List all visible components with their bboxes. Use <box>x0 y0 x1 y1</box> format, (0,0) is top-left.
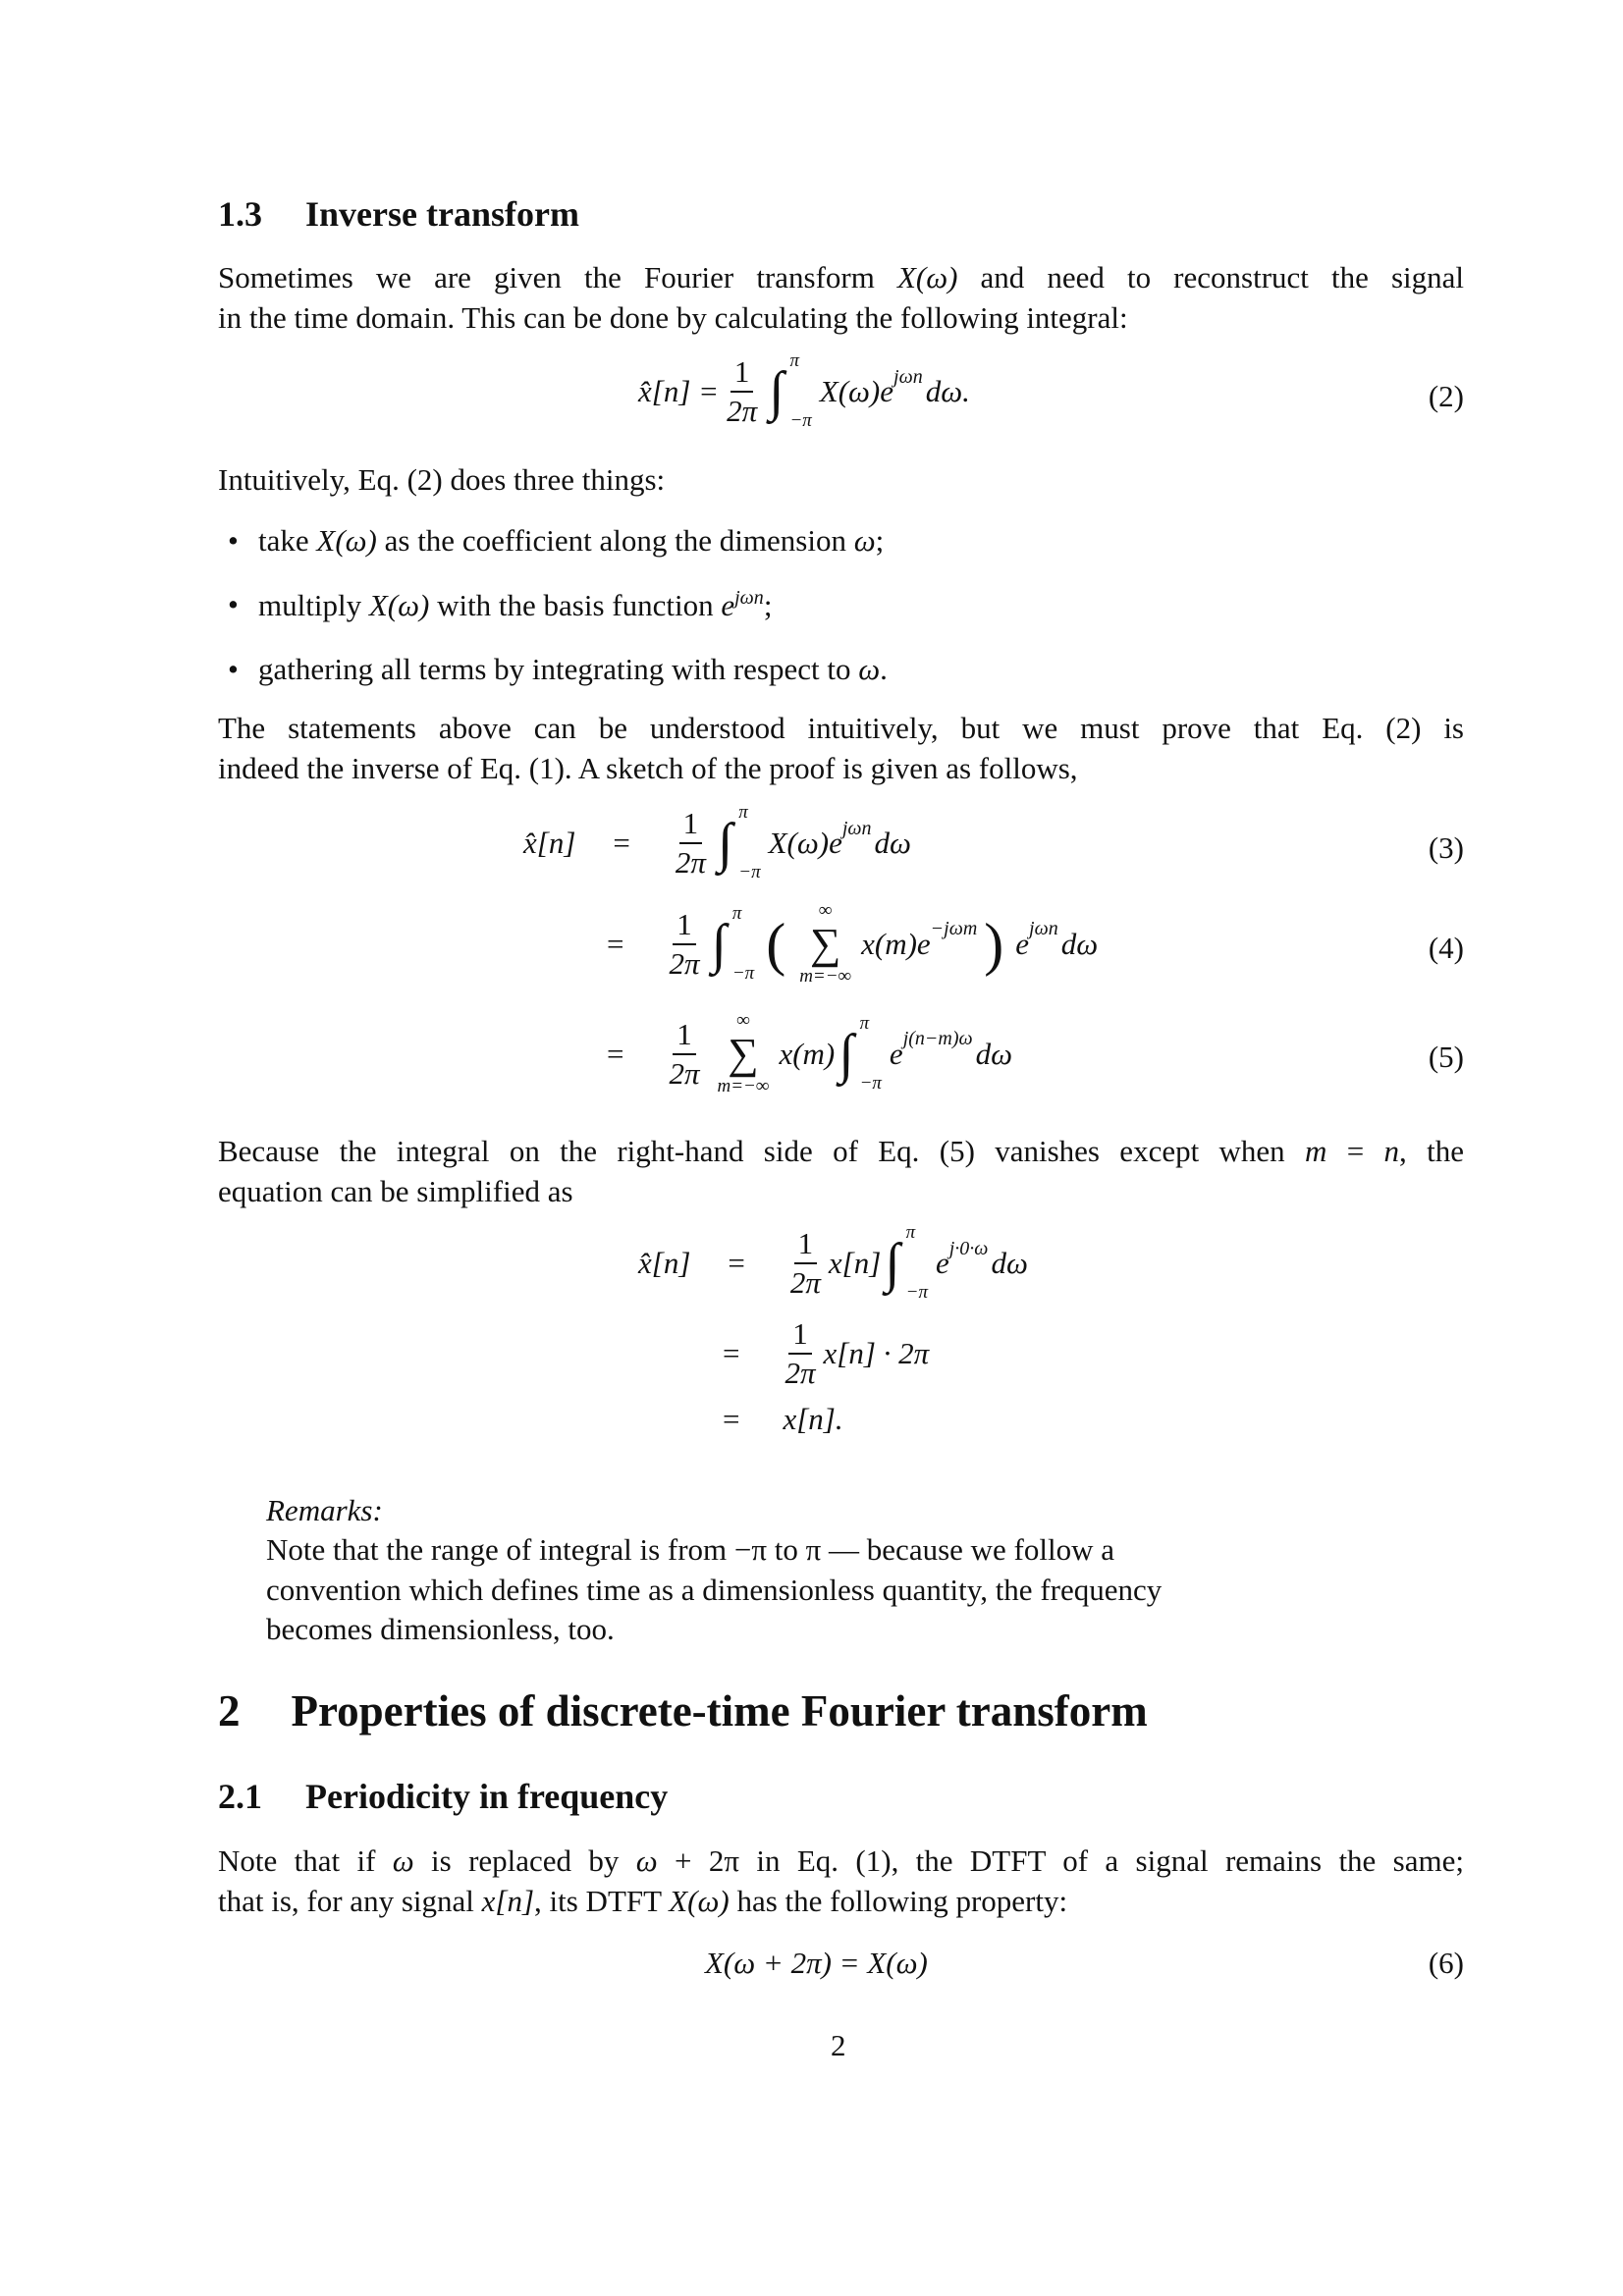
fraction <box>727 355 757 428</box>
text-run: + 2π in Eq. (1), the DTFT of a signal remains the same; <box>657 1843 1464 1878</box>
eq-lhs: x̂[n] <box>523 826 576 861</box>
remarks-line: Note that the range of integral is from −π to π — because we follow a <box>266 1532 1114 1567</box>
denominator: 2π <box>669 1055 700 1091</box>
text-run: , the <box>1399 1134 1464 1168</box>
equals: = <box>613 826 630 861</box>
exponent: j·0·ω <box>948 1237 989 1259</box>
exponent: j(n−m)ω <box>902 1028 973 1050</box>
fraction <box>790 1227 821 1300</box>
text-run: Sometimes we are given the Fourier transform <box>218 260 897 294</box>
integral <box>769 351 812 432</box>
inline-math: jωn <box>734 587 764 609</box>
text-run: gathering all terms by integrating with respect to <box>258 652 859 686</box>
denominator: 2π <box>675 845 706 880</box>
text-run: with the basis function <box>429 588 722 622</box>
equation-4 <box>607 901 1098 988</box>
sum-lower: m=−∞ <box>799 966 852 988</box>
inline-math: m <box>1305 1134 1327 1168</box>
lower-limit: −π <box>731 963 755 985</box>
exponent: −jωm <box>930 918 978 940</box>
paragraph-line <box>218 462 1464 498</box>
paragraph-line <box>218 751 1464 786</box>
paragraph-line <box>218 1174 1464 1209</box>
text-run: The statements above can be understood intuitively, but we must prove that Eq. (2) is <box>218 711 1464 745</box>
differential: dω <box>975 1037 1013 1072</box>
section-heading-1-3 <box>218 194 1464 235</box>
numerator: 1 <box>788 1317 812 1355</box>
equation-5 <box>607 1011 1012 1097</box>
text-run: is replaced by <box>413 1843 636 1878</box>
equation-number: (2) <box>1428 379 1464 413</box>
paragraph-line <box>218 711 1464 746</box>
term: x[n] <box>828 1246 882 1281</box>
upper-limit: π <box>905 1222 916 1243</box>
integrand: X(ω)e <box>768 826 842 861</box>
section-heading-2 <box>218 1686 1464 1737</box>
numerator: 1 <box>794 1227 818 1264</box>
equals: = <box>607 1037 624 1072</box>
equation-number: (3) <box>1428 830 1464 865</box>
inline-math: X(ω) <box>316 523 377 558</box>
text-run: Because the integral on the right-hand side of Eq. (5) vanishes except when <box>218 1134 1305 1168</box>
text-run: as the coefficient along the dimension <box>376 523 854 558</box>
inline-math: ω <box>635 1843 658 1878</box>
section-title: Inverse transform <box>305 194 579 234</box>
remarks-title: Remarks: <box>266 1493 383 1527</box>
integrand: e <box>935 1246 949 1281</box>
section-number: 2.1 <box>218 1777 262 1816</box>
derivation-row-3 <box>723 1402 843 1437</box>
upper-limit: π <box>731 902 742 924</box>
equals: = <box>728 1246 745 1281</box>
inner-term: x(m)e <box>861 927 931 962</box>
inline-math: x[n] <box>481 1884 535 1918</box>
equation-2 <box>638 351 970 432</box>
inline-math: ω <box>853 523 876 558</box>
differential: dω <box>874 826 911 861</box>
text-run: . <box>880 652 888 686</box>
paragraph-line <box>218 1884 1464 1919</box>
paragraph-line <box>218 300 1464 336</box>
text-run: multiply <box>258 588 369 622</box>
paragraph-line <box>218 1134 1464 1169</box>
equals: = <box>723 1402 740 1436</box>
eq-lhs: x̂[n] = <box>638 374 720 409</box>
text-run: and need to reconstruct the signal <box>957 260 1464 294</box>
integrand: X(ω)e <box>819 374 894 409</box>
fraction <box>669 908 699 981</box>
fraction <box>669 1018 699 1091</box>
inline-math: e <box>721 588 735 622</box>
equation-number: (5) <box>1428 1040 1464 1074</box>
denominator: 2π <box>784 1356 816 1391</box>
lower-limit: −π <box>738 862 761 883</box>
integral <box>718 803 761 883</box>
exponent: jωn <box>841 817 872 839</box>
bullet-item <box>258 652 1464 687</box>
denominator: 2π <box>789 1265 821 1300</box>
remarks-line: becomes dimensionless, too. <box>266 1612 615 1646</box>
integrand: e <box>889 1037 903 1072</box>
inline-math: ω <box>392 1843 414 1878</box>
denominator: 2π <box>727 394 758 428</box>
fraction <box>784 1317 815 1390</box>
bullet-icon: • <box>228 587 239 621</box>
equation-number: (6) <box>1428 1946 1464 1980</box>
integral-sign: ∫ <box>769 361 784 422</box>
text-run: take <box>258 523 317 558</box>
sum-upper: ∞ <box>736 1010 750 1031</box>
equation-3 <box>523 803 911 883</box>
text-run: Intuitively, Eq. (2) does three things: <box>218 462 666 497</box>
text-run: that is, for any signal <box>218 1884 482 1918</box>
bullet-icon: • <box>228 652 239 686</box>
numerator: 1 <box>730 355 754 393</box>
differential: dω. <box>925 374 970 409</box>
right-paren: ) <box>984 911 1004 977</box>
integral-sign: ∫ <box>885 1233 900 1294</box>
upper-limit: π <box>789 350 799 371</box>
equation-number: (4) <box>1428 931 1464 965</box>
exponent: jωn <box>893 365 923 388</box>
integral-sign: ∫ <box>711 913 727 975</box>
text-run: equation can be simplified as <box>218 1174 573 1208</box>
text-run: indeed the inverse of Eq. (1). A sketch of the proof is given as follows, <box>218 751 1078 785</box>
section-heading-2-1 <box>218 1777 1464 1817</box>
denominator: 2π <box>669 945 700 981</box>
equals: = <box>723 1336 740 1371</box>
text-run: ; <box>763 588 773 622</box>
page-number: 2 <box>831 2028 846 2062</box>
fraction <box>676 807 706 880</box>
equation-6: X(ω + 2π) = X(ω) <box>705 1946 928 1980</box>
eq-lhs: x̂[n] <box>638 1246 691 1281</box>
lower-limit: −π <box>859 1073 882 1095</box>
paragraph-line <box>218 260 1464 295</box>
numerator: 1 <box>673 908 696 945</box>
text-run: = <box>1326 1134 1384 1168</box>
equals: = <box>607 927 624 962</box>
section-title: Properties of discrete-time Fourier transform <box>291 1686 1148 1735</box>
term: x[n] · 2π <box>823 1336 930 1371</box>
inline-math: n <box>1383 1134 1400 1168</box>
left-paren: ( <box>766 911 786 977</box>
numerator: 1 <box>679 807 703 844</box>
bullet-icon: • <box>228 523 239 558</box>
sum-upper: ∞ <box>818 900 833 921</box>
summation <box>799 901 851 988</box>
differential: dω <box>1060 927 1099 962</box>
term: x(m) <box>779 1037 836 1072</box>
integral <box>839 1014 882 1095</box>
integral <box>885 1223 928 1304</box>
text-run: in the time domain. This can be done by calculating the following integral: <box>218 300 1128 335</box>
exponent: jωn <box>1029 918 1058 940</box>
text-run: , its DTFT <box>534 1884 670 1918</box>
bullet-item <box>258 523 1464 559</box>
inline-math: X(ω) <box>669 1884 730 1918</box>
sum-sign: ∑ <box>809 919 841 968</box>
upper-limit: π <box>738 802 748 823</box>
differential: dω <box>991 1246 1028 1281</box>
section-number: 1.3 <box>218 194 262 234</box>
numerator: 1 <box>673 1018 696 1055</box>
text-run: ; <box>875 523 885 558</box>
paragraph-line <box>218 1843 1464 1879</box>
inline-math: X(ω) <box>368 588 430 622</box>
summation <box>718 1011 770 1097</box>
section-number: 2 <box>218 1686 241 1735</box>
integral-sign: ∫ <box>717 813 733 874</box>
lower-limit: −π <box>789 410 812 432</box>
section-title: Periodicity in frequency <box>305 1777 669 1816</box>
term: x[n]. <box>783 1402 843 1436</box>
lower-limit: −π <box>905 1282 928 1304</box>
text-run: has the following property: <box>729 1884 1068 1918</box>
integral-sign: ∫ <box>839 1023 854 1085</box>
bullet-item <box>258 587 1464 623</box>
inline-math: X(ω) <box>896 260 958 294</box>
derivation-row-1 <box>638 1223 1028 1304</box>
sum-lower: m=−∞ <box>717 1076 770 1097</box>
sum-sign: ∑ <box>728 1029 759 1078</box>
remarks-line: convention which defines time as a dimensionless quantity, the frequency <box>266 1573 1163 1607</box>
upper-limit: π <box>859 1012 870 1034</box>
text-run: Note that if <box>218 1843 393 1878</box>
derivation-row-2 <box>723 1317 929 1390</box>
integral <box>712 904 755 985</box>
inline-math: ω <box>858 652 881 686</box>
integrand: e <box>1015 927 1030 962</box>
